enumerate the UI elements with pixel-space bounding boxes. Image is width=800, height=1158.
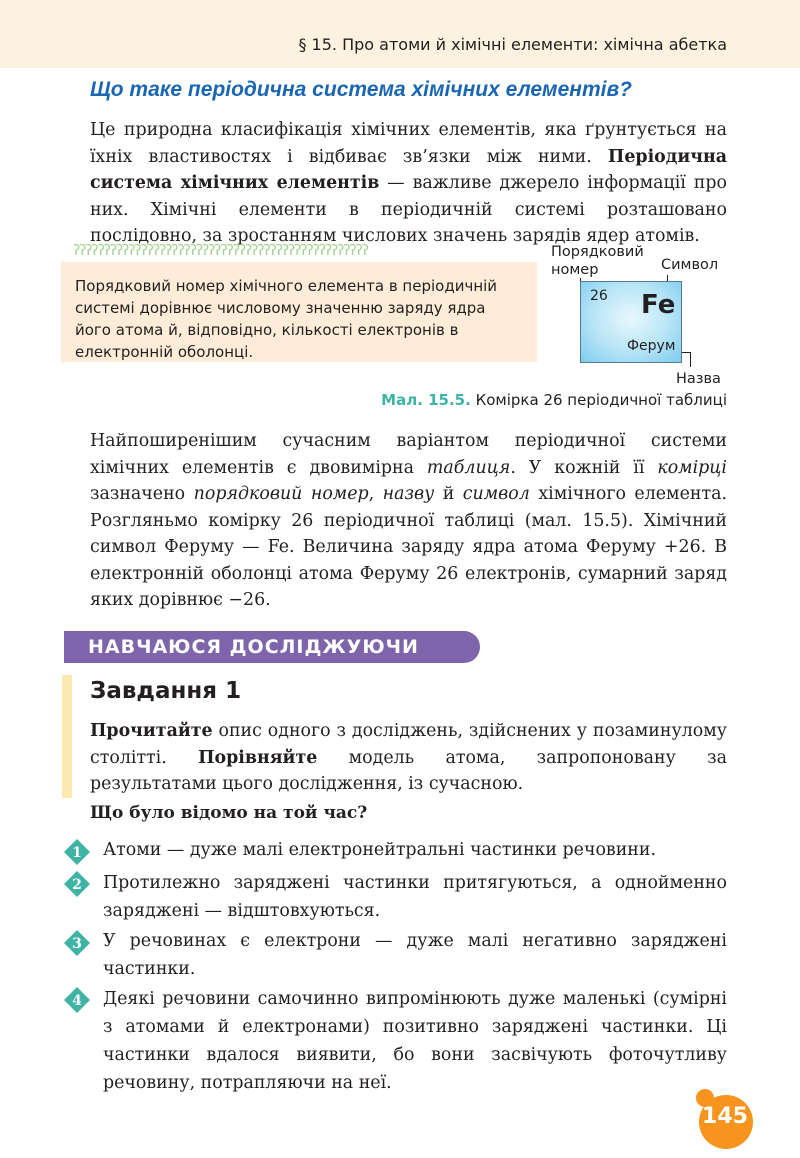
body-text-5: й bbox=[434, 484, 463, 504]
task-text-1: опис одного з досліджень, здійснених у позаминулому столітті. bbox=[90, 721, 727, 768]
task-paragraph bbox=[90, 718, 727, 798]
task-title: Завдання 1 bbox=[90, 678, 242, 704]
intro-text-2: — важливе джерело інформації про них. Хімічні елементи в періодичній системі розташовано послідовно, за зростанням числових значень зарядів ядер атомів. bbox=[90, 173, 727, 246]
list-marker-3-num: 3 bbox=[72, 936, 82, 952]
section-banner bbox=[64, 631, 480, 663]
intro-text-1: Це природна класифікація хімічних елементів, яка ґрунтується на їхніх властивостях і відбиває зв’язки між ними. bbox=[90, 120, 727, 167]
cell-element-symbol: Fe bbox=[641, 290, 676, 320]
figure-caption-text: Комірка 26 періодичної таблиці bbox=[470, 391, 727, 409]
figure-label-symbol: Символ bbox=[661, 257, 719, 273]
known-heading: Що було відомо на той час? bbox=[90, 803, 368, 823]
body-text-3: зазначено bbox=[90, 484, 194, 504]
list-marker-4-num: 4 bbox=[72, 993, 82, 1009]
list-marker-1-num: 1 bbox=[72, 845, 82, 861]
body-paragraph bbox=[90, 428, 727, 614]
leader-line-name bbox=[690, 352, 691, 367]
figure-label-name: Назва bbox=[676, 371, 721, 387]
leader-line-name-h bbox=[681, 352, 691, 353]
task-verb-read: Прочитайте bbox=[90, 721, 213, 741]
running-header-title: § 15. Про атоми й хімічні елементи: хімічна абетка bbox=[298, 35, 727, 54]
list-marker-4 bbox=[64, 987, 90, 1013]
list-item-2: Протилежно заряджені частинки притягуються, а однойменно заряджені — відштовхуються. bbox=[103, 873, 727, 921]
list-marker-3 bbox=[64, 930, 90, 956]
body-term-number: порядковий номер bbox=[193, 484, 369, 504]
body-term-name: назву bbox=[382, 484, 435, 504]
cell-element-name: Ферум bbox=[627, 338, 676, 354]
list-item-4: Деякі речовини самочинно випромінюють дуже маленькі (сумірні з атомами й електронами) позитивно заряджені частинки. Ці частинки вдалося виявити, бо вони засвічують фоточутливу речовину, потрапляючи на неї. bbox=[103, 989, 727, 1093]
task-side-bar bbox=[62, 675, 72, 798]
list-item-3: У речовинах є електрони — дуже малі негативно заряджені частинки. bbox=[103, 931, 727, 979]
figure-label-number bbox=[551, 243, 644, 279]
intro-paragraph bbox=[90, 117, 727, 250]
note-text: Порядковий номер хімічного елемента в періодичній системі дорівнює числовому значенню заряду ядра його атома й, відповідно, кількості електронів в електронній оболонці. bbox=[75, 277, 498, 361]
task-text-2: модель атома, запропоновану за результатами цього дослідження, із сучасною. bbox=[90, 747, 727, 794]
page-number: 145 bbox=[702, 1104, 748, 1129]
section-banner-title: НАВЧАЮСЯ ДОСЛІДЖУЮЧИ bbox=[88, 636, 419, 658]
figure-label-number-line2: номер bbox=[551, 262, 599, 278]
periodic-table-cell bbox=[580, 281, 682, 363]
running-header-band bbox=[0, 0, 800, 68]
page-number-badge bbox=[694, 1088, 756, 1150]
cell-atomic-number: 26 bbox=[590, 288, 608, 304]
body-term-symbol: символ bbox=[462, 484, 530, 504]
body-text-1: Найпоширенішим сучасним варіантом періодичної системи хімічних елементів є двовимірна bbox=[90, 431, 727, 478]
figure-caption bbox=[381, 391, 727, 409]
figure-caption-label: Мал. 15.5. bbox=[381, 391, 471, 409]
section-question-heading: Що таке періодична система хімічних елементів? bbox=[90, 78, 632, 101]
body-text-2: . У кожній її bbox=[510, 457, 658, 478]
body-text-6: хімічного елемента. Розгляньмо комірку 26 періодичної таблиці (мал. 15.5). Хімічний символ Феруму — Fe. Величина заряду ядра атома Феруму +26. В електронній оболонці атома Феруму 26 електронів, сумарний заряд яких дорівнює −26. bbox=[90, 484, 727, 610]
note-box bbox=[61, 262, 537, 362]
note-wavy-decoration: ʔʔʔʔʔʔʔʔʔʔʔʔʔʔʔʔʔʔʔʔʔʔʔʔʔʔʔʔʔʔʔʔʔʔʔʔʔʔʔʔʔʔʔʔʔʔʔʔ bbox=[73, 243, 368, 259]
list-item-1: Атоми — дуже малі електронейтральні частинки речовини. bbox=[103, 840, 657, 860]
list-marker-2-num: 2 bbox=[72, 877, 82, 893]
list-marker-1 bbox=[64, 839, 90, 865]
body-term-table: таблиця bbox=[426, 457, 511, 478]
task-verb-compare: Порівняйте bbox=[198, 747, 318, 768]
list-marker-2 bbox=[64, 871, 90, 897]
body-term-cell: комірці bbox=[657, 457, 727, 478]
body-text-4: , bbox=[368, 484, 383, 504]
figure-label-number-line1: Порядковий bbox=[551, 244, 644, 260]
intro-term-bold: Періодична система хімічних елементів bbox=[90, 146, 727, 193]
